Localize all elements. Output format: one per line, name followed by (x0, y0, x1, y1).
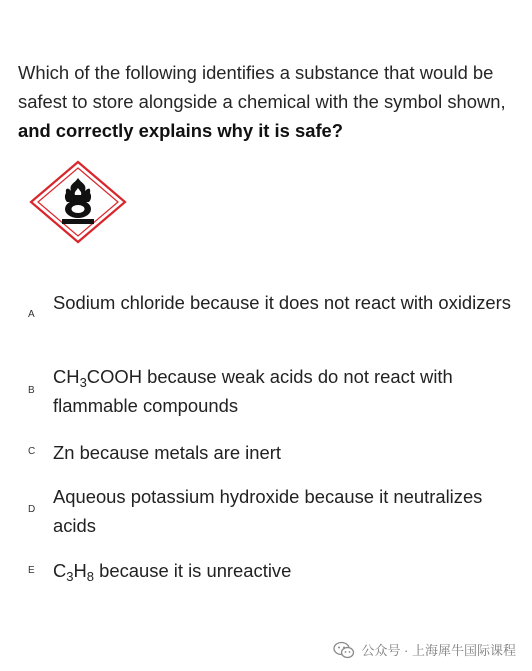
option-text: $CH_3COOH$ because weak acids do not react with flammable compounds (53, 366, 453, 416)
watermark (333, 640, 516, 659)
question-bold: and correctly explains why it is safe? (18, 120, 344, 141)
option-text: $C_3H_8$ because it is unreactive (53, 560, 292, 584)
option-letter: C (28, 446, 36, 457)
formula: $C_3H_8$ (53, 560, 95, 584)
question-text (18, 58, 518, 145)
watermark-text: 公众号 · 上海犀牛国际课程 (361, 643, 516, 658)
formula: $CH_3COOH$ (53, 366, 142, 390)
option-letter: A (28, 309, 35, 320)
option-letter: D (28, 504, 36, 515)
wechat-icon (333, 641, 355, 659)
option-letter: E (28, 565, 35, 576)
option-text: Zn because metals are inert (53, 442, 281, 463)
option-text: Aqueous potassium hydroxide because it neutralizes acids (53, 486, 483, 536)
oxidizer-ghs-icon (29, 160, 127, 244)
option-text: Sodium chloride because it does not react with oxidizers (53, 292, 511, 313)
question-plain: Which of the following identifies a substance that would be safest to store alongside a chemical with the symbol shown, (18, 62, 506, 112)
option-letter: B (28, 385, 35, 396)
